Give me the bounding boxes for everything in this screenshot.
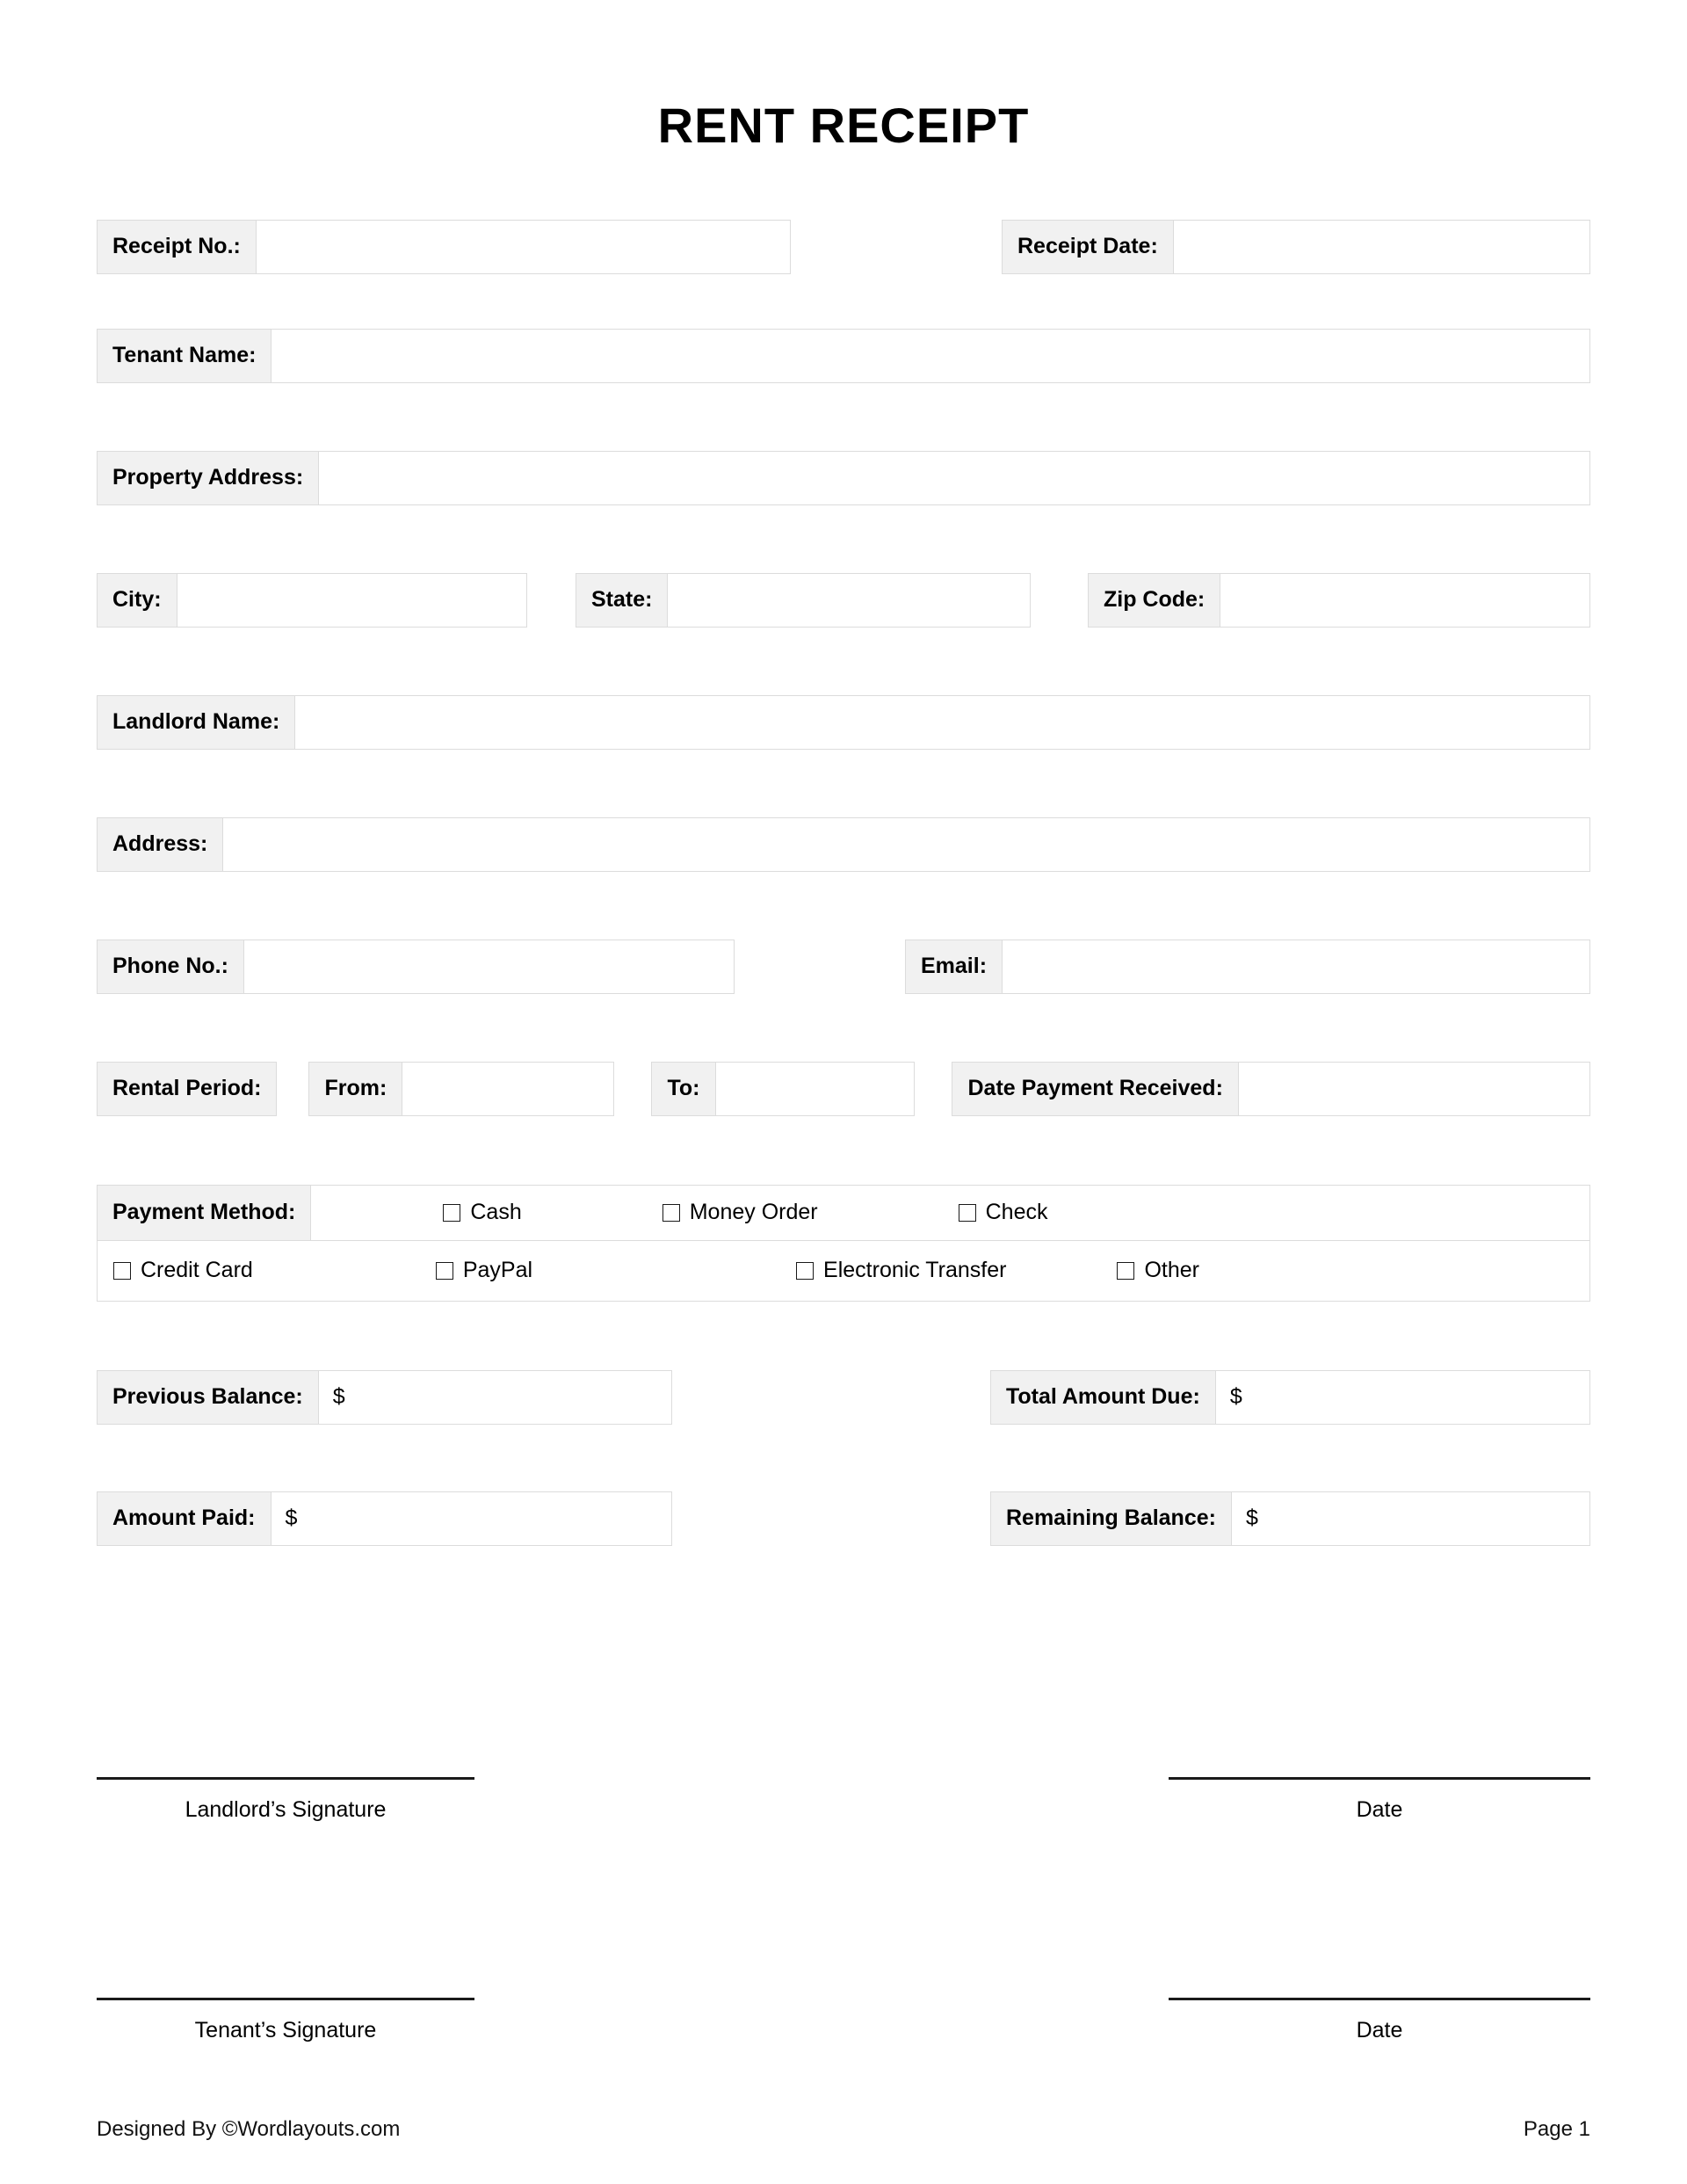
field-email[interactable] (905, 940, 1590, 994)
checkbox-money-order[interactable] (662, 1200, 818, 1225)
spacer (735, 940, 905, 994)
row-tenant-name (97, 329, 1590, 383)
checkbox-credit-card[interactable] (113, 1258, 253, 1283)
spacer (672, 1370, 990, 1425)
field-input-rental-to[interactable] (716, 1063, 915, 1115)
checkbox-label-cash: Cash (470, 1200, 522, 1225)
checkbox-label-money-order: Money Order (689, 1200, 818, 1225)
field-label-date-payment-received: Date Payment Received: (952, 1063, 1238, 1115)
page-footer (97, 2117, 1590, 2142)
checkbox-label-electronic-transfer: Electronic Transfer (823, 1258, 1007, 1283)
field-label-rental-to: To: (652, 1063, 715, 1115)
field-input-previous-balance[interactable]: $ (319, 1371, 671, 1424)
spacer (1031, 573, 1088, 628)
field-label-city: City: (98, 574, 177, 627)
row-amount-paid (97, 1491, 1590, 1546)
field-zip-code[interactable] (1088, 573, 1590, 628)
field-property-address[interactable] (97, 451, 1590, 505)
field-input-email[interactable] (1003, 940, 1589, 993)
field-input-date-payment-received[interactable] (1239, 1063, 1589, 1115)
field-input-total-amount-due[interactable]: $ (1216, 1371, 1589, 1424)
field-label-remaining-balance: Remaining Balance: (991, 1492, 1232, 1545)
spacer (527, 573, 576, 628)
row-property-address (97, 451, 1590, 505)
checkbox-box-icon (796, 1262, 814, 1280)
signature-caption-tenant-date: Date (1356, 2017, 1403, 2043)
spacer (915, 1062, 952, 1116)
field-city[interactable] (97, 573, 527, 628)
field-input-receipt-date[interactable] (1174, 221, 1589, 273)
payment-method-block (97, 1185, 1590, 1302)
signature-block-tenant (97, 1998, 474, 2043)
checkbox-label-credit-card: Credit Card (141, 1258, 253, 1283)
row-landlord-name (97, 695, 1590, 750)
signature-block-landlord (97, 1777, 474, 1823)
field-label-zip-code: Zip Code: (1089, 574, 1220, 627)
signature-block-landlord-date (1169, 1777, 1590, 1823)
row-receipt-info (97, 220, 1590, 274)
page-title: RENT RECEIPT (657, 98, 1030, 153)
field-input-phone-no[interactable] (244, 940, 734, 993)
spacer (791, 220, 1002, 274)
field-state[interactable] (576, 573, 1031, 628)
checkbox-electronic-transfer[interactable] (796, 1258, 1006, 1283)
field-input-address[interactable] (223, 818, 1589, 871)
payment-method-row-1 (98, 1186, 1589, 1241)
field-label-landlord-name: Landlord Name: (98, 696, 295, 749)
field-label-phone-no: Phone No.: (98, 940, 244, 993)
checkbox-label-paypal: PayPal (462, 1258, 533, 1283)
row-address (97, 817, 1590, 872)
field-input-receipt-no[interactable] (257, 221, 790, 273)
field-amount-paid[interactable] (97, 1491, 672, 1546)
field-label-address: Address: (98, 818, 223, 871)
payment-method-row-2 (98, 1241, 1589, 1301)
field-label-receipt-no: Receipt No.: (98, 221, 257, 273)
spacer (614, 1062, 651, 1116)
spacer (672, 1491, 990, 1546)
field-input-city[interactable] (177, 574, 526, 627)
field-input-landlord-name[interactable] (295, 696, 1589, 749)
row-city-state-zip (97, 573, 1590, 628)
field-input-zip-code[interactable] (1220, 574, 1589, 627)
field-label-rental-from: From: (309, 1063, 402, 1115)
checkbox-box-icon (959, 1204, 976, 1222)
row-previous-balance (97, 1370, 1590, 1425)
footer-page-number: Page 1 (1523, 2117, 1590, 2141)
field-rental-to[interactable] (651, 1062, 915, 1116)
field-label-rental-period: Rental Period: (97, 1062, 277, 1116)
field-address[interactable] (97, 817, 1590, 872)
field-date-payment-received[interactable] (952, 1062, 1590, 1116)
field-input-tenant-name[interactable] (272, 330, 1589, 382)
field-label-property-address: Property Address: (98, 452, 319, 504)
checkbox-cash[interactable] (443, 1200, 521, 1225)
field-phone-no[interactable] (97, 940, 735, 994)
field-label-state: State: (576, 574, 668, 627)
signature-block-tenant-date (1169, 1998, 1590, 2043)
spacer (277, 1062, 308, 1116)
field-receipt-date[interactable] (1002, 220, 1590, 274)
footer-credit: Designed By ©Wordlayouts.com (97, 2117, 401, 2141)
field-input-amount-paid[interactable]: $ (272, 1492, 672, 1545)
field-tenant-name[interactable] (97, 329, 1590, 383)
checkbox-box-icon (113, 1262, 131, 1280)
checkbox-label-other: Other (1144, 1258, 1199, 1283)
payment-options-row-1 (311, 1186, 1589, 1240)
field-input-rental-from[interactable] (402, 1063, 613, 1115)
checkbox-label-check: Check (985, 1200, 1048, 1225)
checkbox-other[interactable] (1117, 1258, 1199, 1283)
signature-caption-landlord: Landlord’s Signature (185, 1796, 387, 1822)
signature-caption-tenant: Tenant’s Signature (194, 2017, 377, 2043)
checkbox-box-icon (1117, 1262, 1134, 1280)
field-input-state[interactable] (668, 574, 1030, 627)
checkbox-paypal[interactable] (436, 1258, 532, 1283)
field-label-total-amount-due: Total Amount Due: (991, 1371, 1216, 1424)
checkbox-box-icon (662, 1204, 680, 1222)
field-label-payment-method: Payment Method: (98, 1186, 311, 1240)
field-label-previous-balance: Previous Balance: (98, 1371, 319, 1424)
field-receipt-no[interactable] (97, 220, 791, 274)
field-input-remaining-balance[interactable]: $ (1232, 1492, 1589, 1545)
field-label-receipt-date: Receipt Date: (1003, 221, 1174, 273)
row-phone-email (97, 940, 1590, 994)
field-rental-from[interactable] (308, 1062, 614, 1116)
field-label-tenant-name: Tenant Name: (98, 330, 272, 382)
field-total-amount-due[interactable] (990, 1370, 1590, 1425)
field-label-amount-paid: Amount Paid: (98, 1492, 272, 1545)
checkbox-check[interactable] (959, 1200, 1048, 1225)
checkbox-box-icon (436, 1262, 453, 1280)
field-input-property-address[interactable] (319, 452, 1589, 504)
field-landlord-name[interactable] (97, 695, 1590, 750)
checkbox-box-icon (443, 1204, 460, 1222)
field-label-email: Email: (906, 940, 1003, 993)
field-previous-balance[interactable] (97, 1370, 672, 1425)
signature-caption-landlord-date: Date (1356, 1796, 1403, 1822)
row-rental-period (97, 1062, 1590, 1116)
field-remaining-balance[interactable] (990, 1491, 1590, 1546)
